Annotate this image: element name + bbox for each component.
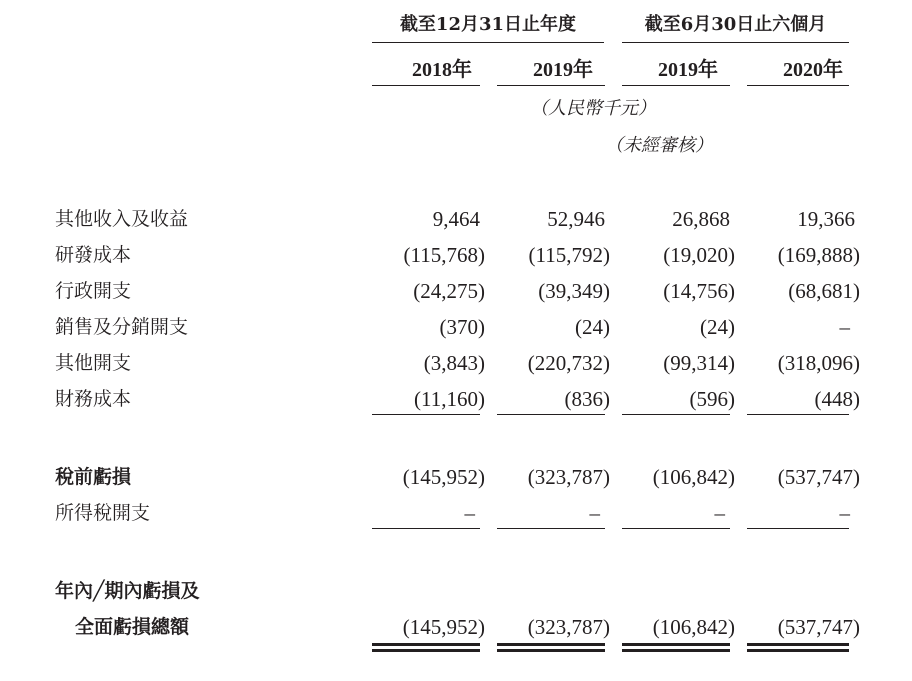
row-label-total-line1: 年內╱期內虧損及 [55,580,200,602]
tax-rule-2 [497,528,605,529]
cell: 9,464 [432,207,480,231]
year-header-2019-half: 2019年 [658,59,718,81]
row-label-selling-expenses: 銷售及分銷開支 [55,316,189,338]
cell: (24) [700,315,735,339]
cell: – [839,501,850,525]
year-header-2019: 2019年 [533,59,593,81]
subtotal-rule-3 [622,414,730,415]
cell: (836) [564,387,610,411]
subtotal-rule-1 [372,414,480,415]
year-rule-3 [622,85,730,86]
row-label-rd-costs: 研發成本 [55,244,132,266]
year-rule-4 [747,85,849,86]
row-label-other-income: 其他收入及收益 [55,208,189,230]
total-double-rule-2 [497,643,605,652]
header-half-group: 截至6月30日止六個月 [644,14,827,35]
cell: (68,681) [788,279,860,303]
cell: (115,768) [403,243,485,267]
year-header-2020-half: 2020年 [783,59,843,81]
cell: – [714,501,725,525]
cell: (448) [814,387,860,411]
subtotal-rule-4 [747,414,849,415]
row-label-other-expenses: 其他開支 [55,352,132,374]
cell: (99,314) [663,351,735,375]
cell: – [839,315,850,339]
year-rule-2 [497,85,605,86]
cell: (323,787) [527,465,610,489]
row-label-finance-costs: 財務成本 [55,388,132,410]
cell: (11,160) [414,387,485,411]
cell: (145,952) [402,465,485,489]
unaudited-note: （未經審核） [605,135,713,156]
cell: (19,020) [663,243,735,267]
cell: (323,787) [527,615,610,639]
cell: (145,952) [402,615,485,639]
cell: (169,888) [777,243,860,267]
row-label-loss-before-tax: 稅前虧損 [55,466,132,488]
total-double-rule-4 [747,643,849,652]
tax-rule-4 [747,528,849,529]
cell: 26,868 [672,207,730,231]
cell: (39,349) [538,279,610,303]
total-double-rule-1 [372,643,480,652]
tax-rule-1 [372,528,480,529]
cell: (3,843) [423,351,485,375]
cell: (537,747) [777,615,860,639]
tax-rule-3 [622,528,730,529]
cell: (115,792) [528,243,610,267]
cell: (318,096) [777,351,860,375]
total-double-rule-3 [622,643,730,652]
year-rule-1 [372,85,480,86]
cell: (14,756) [663,279,735,303]
cell: 19,366 [797,207,855,231]
cell: (537,747) [777,465,860,489]
header-year-group-rule [372,42,604,43]
year-header-2018: 2018年 [412,59,472,81]
cell: 52,946 [547,207,605,231]
cell: (220,732) [527,351,610,375]
row-label-total-line2: 全面虧損總額 [75,616,190,638]
cell: (596) [689,387,735,411]
cell: (106,842) [652,615,735,639]
cell: (24,275) [413,279,485,303]
cell: – [464,501,475,525]
row-label-income-tax: 所得稅開支 [55,502,151,524]
cell: (370) [439,315,485,339]
header-year-group: 截至12月31日止年度 [399,14,577,35]
header-half-group-rule [622,42,849,43]
subtotal-rule-2 [497,414,605,415]
row-label-admin-expenses: 行政開支 [55,280,132,302]
currency-note: （人民幣千元） [530,98,656,119]
cell: – [589,501,600,525]
cell: (24) [575,315,610,339]
cell: (106,842) [652,465,735,489]
